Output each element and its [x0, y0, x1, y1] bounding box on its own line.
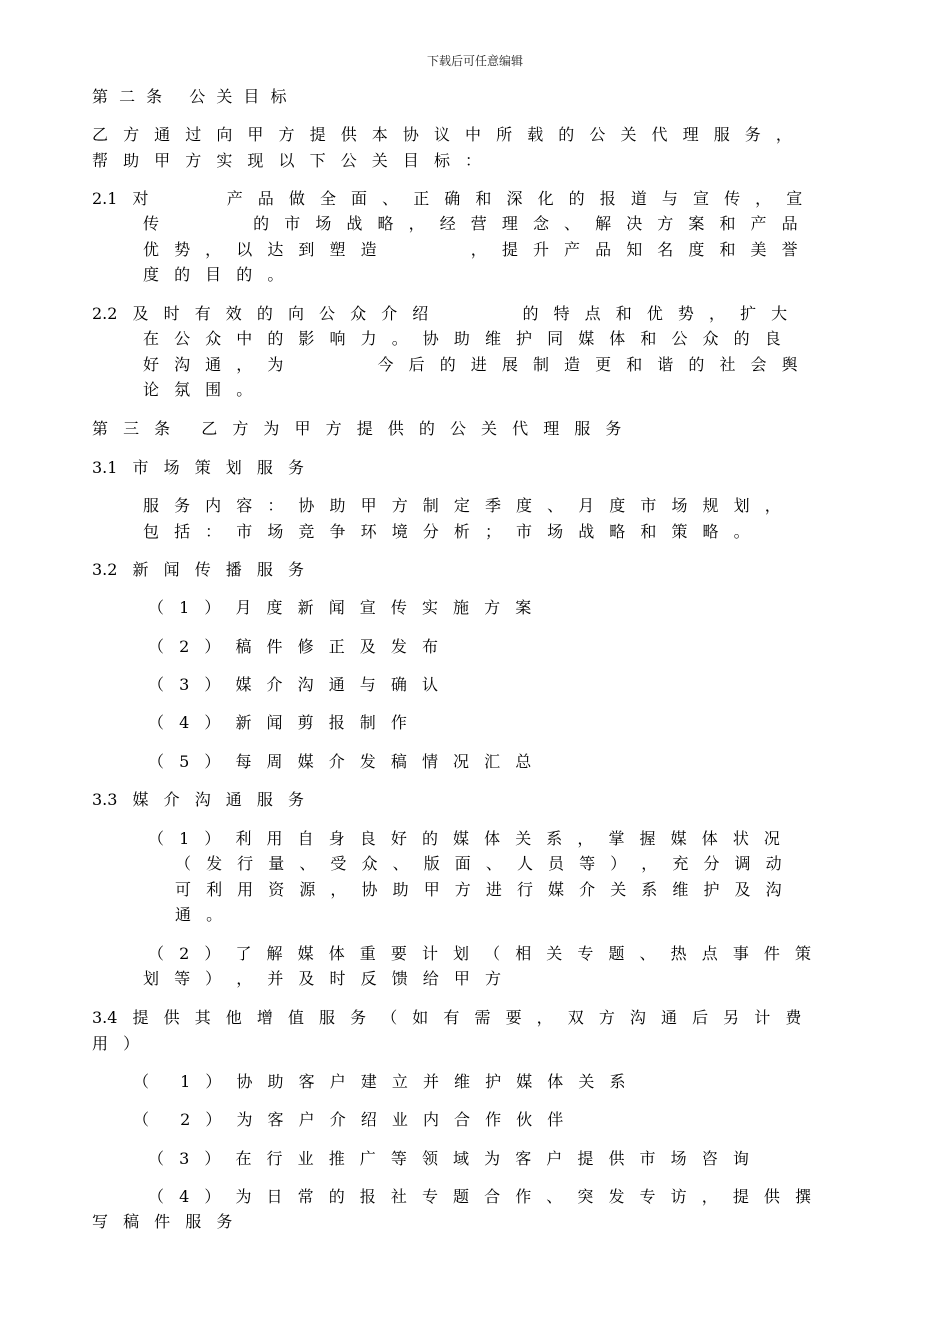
section-3-2-item-4: （ 4 ） 新 闻 剪 报 制 作 — [148, 713, 407, 732]
section-3-2-item-3: （ 3 ） 媒 介 沟 通 与 确 认 — [148, 675, 438, 694]
section-3-4-item-4-line-1: （ 4 ） 为 日 常 的 报 社 专 题 合 作 、 突 发 专 访 ， 提 供 撰 — [148, 1187, 811, 1206]
section-3-3-item-2-line-1: （ 2 ） 了 解 媒 体 重 要 计 划 （ 相 关 专 题 、 热 点 事 件 策 — [148, 944, 811, 963]
intro-line-2: 帮 助 甲 方 实 现 以 下 公 关 目 标 ： — [92, 150, 482, 170]
section-3-2-title: 3.2 新 闻 传 播 服 务 — [92, 560, 304, 579]
item-2-2-line-1: 2.2 及 时 有 效 的 向 公 众 介 绍 的 特 点 和 优 势 ， 扩 大 — [92, 304, 788, 323]
section-3-3-item-1-line-3: 可 利 用 资 源 ， 协 助 甲 方 进 行 媒 介 关 系 维 护 及 沟 — [175, 879, 782, 899]
section-3-4-title-block — [92, 1005, 842, 1056]
section-3-3-title-block — [92, 787, 842, 813]
item-2-2-line-4: 论 氛 围 。 — [143, 380, 253, 399]
section-3-3-item-1-first — [148, 826, 848, 852]
page-header: 下载后可任意编辑 — [426, 54, 523, 68]
item-2-1-line-2: 传 的 市 场 战 略 ， 经 营 理 念 、 解 决 方 案 和 产 品 — [143, 214, 798, 233]
section-3-4-item-1: （ 1 ） 协 助 客 户 建 立 并 维 护 媒 体 关 系 — [133, 1072, 626, 1091]
section-3-3-item-1-line-4: 通 。 — [175, 905, 223, 924]
article-3-title: 第 三 条 乙 方 为 甲 方 提 供 的 公 关 代 理 服 务 — [92, 419, 622, 438]
section-3-1-title: 3.1 市 场 策 划 服 务 — [92, 458, 304, 477]
item-2-2-line-3: 好 沟 通 ， 为 今 后 的 进 展 制 造 更 和 谐 的 社 会 舆 — [143, 354, 798, 374]
intro-line-1: 乙 方 通 过 向 甲 方 提 供 本 协 议 中 所 载 的 公 关 代 理 服 务 ， — [92, 125, 792, 144]
section-3-3-item-2-cont — [143, 966, 843, 992]
item-2-1-cont — [143, 211, 843, 288]
article-2-title: 第 二 条 公 关 目 标 — [92, 87, 287, 106]
item-2-1-line-1: 2.1 对 产 品 做 全 面 、 正 确 和 深 化 的 报 道 与 宣 传 ， 宣 — [92, 189, 803, 208]
section-3-1-line-2: 包 括 ： 市 场 竞 争 环 境 分 析 ； 市 场 战 略 和 策 略 。 — [143, 521, 750, 541]
section-3-4-item-4-first — [148, 1184, 848, 1210]
item-2-2-line-2: 在 公 众 中 的 影 响 力 。 协 助 维 护 同 媒 体 和 公 众 的 良 — [143, 329, 781, 348]
section-3-3-item-2-first — [148, 941, 848, 967]
section-3-3-title: 3.3 媒 介 沟 通 服 务 — [92, 790, 304, 809]
section-3-4-item-3: （ 3 ） 在 行 业 推 广 等 领 域 为 客 户 提 供 市 场 咨 询 — [148, 1149, 749, 1168]
section-3-4-title-line-2: 用 ） — [92, 1033, 140, 1053]
section-3-2-item-2-block — [148, 634, 848, 660]
section-3-2-item-1: （ 1 ） 月 度 新 闻 宣 传 实 施 方 案 — [148, 598, 532, 617]
section-3-4-title-line-1: 3.4 提 供 其 他 增 值 服 务 （ 如 有 需 要 ， 双 方 沟 通 后 另 计 费 — [92, 1008, 802, 1027]
section-3-1-body — [143, 493, 843, 544]
section-3-2-item-5: （ 5 ） 每 周 媒 介 发 稿 情 况 汇 总 — [148, 752, 532, 771]
section-3-3-item-2-line-2: 划 等 ） ， 并 及 时 反 馈 给 甲 方 — [143, 969, 501, 988]
section-3-4-item-3-block — [148, 1146, 848, 1172]
article-2-intro — [92, 122, 842, 173]
section-3-4-item-4-line-2: 写 稿 件 服 务 — [92, 1212, 233, 1231]
article-2-title-block — [92, 84, 852, 110]
section-3-3-item-1-line-1: （ 1 ） 利 用 自 身 良 好 的 媒 体 关 系 ， 掌 握 媒 体 状 况 — [148, 829, 780, 848]
section-3-4-item-2: （ 2 ） 为 客 户 介 绍 业 内 合 作 伙 伴 — [133, 1110, 564, 1129]
item-2-1-line-4: 度 的 目 的 。 — [143, 265, 284, 284]
section-3-2-item-5-block — [148, 749, 848, 775]
article-3-title-block — [92, 416, 852, 442]
item-2-1 — [92, 186, 842, 212]
section-3-1-title-block — [92, 455, 842, 481]
item-2-2-cont — [143, 326, 843, 403]
item-2-2 — [92, 301, 842, 327]
section-3-2-title-block — [92, 557, 842, 583]
section-3-4-item-2-block — [133, 1107, 833, 1133]
section-3-2-item-2: （ 2 ） 稿 件 修 正 及 发 布 — [148, 637, 438, 656]
item-2-1-line-3: 优 势 ， 以 达 到 塑 造 ， 提 升 产 品 知 名 度 和 美 誉 — [143, 239, 798, 259]
section-3-1-line-1: 服 务 内 容 ： 协 助 甲 方 制 定 季 度 、 月 度 市 场 规 划 ， — [143, 496, 781, 515]
section-3-2-item-3-block — [148, 672, 848, 698]
section-3-2-item-1-block — [148, 595, 848, 621]
section-3-4-item-1-block — [133, 1069, 833, 1095]
section-3-3-item-1-line-2: （ 发 行 量 、 受 众 、 版 面 、 人 员 等 ） ， 充 分 调 动 — [175, 854, 782, 873]
section-3-4-item-4-cont — [92, 1209, 842, 1235]
section-3-2-item-4-block — [148, 710, 848, 736]
section-3-3-item-1-cont — [175, 851, 845, 928]
